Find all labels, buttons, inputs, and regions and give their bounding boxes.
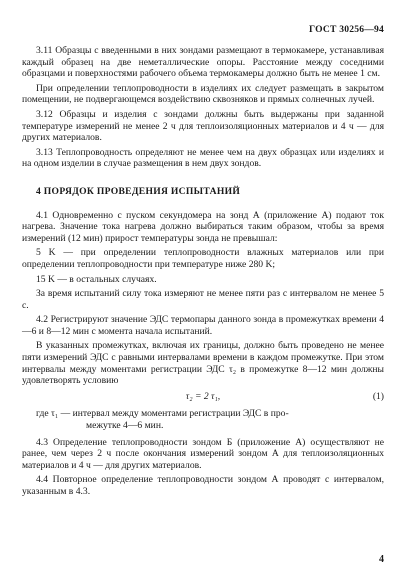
formula-explanation-line1: где τ₁ — интервал между моментами регистрации ЭДС в про- <box>36 408 289 420</box>
paragraph-4-1-item-a: 5 K — при определении теплопроводности влажных материалов или при определении теплопроводности при температуре ниже 280 K; <box>22 247 384 270</box>
paragraph-4-4: 4.4 Повторное определение теплопроводности зондом А проводят с интервалом, указанным в 4.3. <box>22 474 384 497</box>
paragraph-3-13: 3.13 Теплопроводность определяют не менее чем на двух образцах или изделиях и на одном изделии в случае размещения в нем двух зондов. <box>22 146 384 170</box>
paragraph-4-2: 4.2 Регистрируют значение ЭДС термопары данного зонда в промежутках времени 4—6 и 8—12 мин с момента начала испытаний. <box>22 314 384 337</box>
paragraph-4-1-item-b: 15 K — в остальных случаях. <box>36 273 157 285</box>
document-header: ГОСТ 30256—94 <box>309 24 384 35</box>
page-number: 4 <box>379 554 384 566</box>
formula-1 <box>22 391 384 403</box>
paragraph-3-12: 3.12 Образцы и изделия с зондами должны быть выдержаны при заданной температуре измерений не менее 2 ч для теплоизоляционных материалов и 4 ч — для других материалов. <box>22 108 384 144</box>
formula-number: (1) <box>372 390 384 402</box>
section-heading: 4 ПОРЯДОК ПРОВЕДЕНИЯ ИСПЫТАНИЙ <box>36 185 241 197</box>
formula-explanation <box>22 408 384 431</box>
formula-expression: τ₂ = 2 τ₁, <box>185 390 221 402</box>
paragraph-3-11-placement: При определении теплопроводности в изделиях их следует размещать в закрытом помещении, не подвергающемся воздействию сквозняков и прямых солнечных лучей. <box>22 82 384 106</box>
paragraph-3-11: 3.11 Образцы с введенными в них зондами размещают в термокамере, устанавливая каждый образец на две неметаллические опоры. Расстояние между соседними образцами и поверхностями рабочего объема термокамеры должно быть не менее 1 см. <box>22 45 384 80</box>
paragraph-4-2-condition: В указанных промежутках, включая их границы, должно быть проведено не менее пяти измерений ЭДС с равными интервалами времени в каждом промежутке. При этом интервалы между моментами регистрации ЭДС τ₂ в промежутке 8—12 мин должны удовлетворять условию <box>22 340 384 387</box>
formula-explanation-line2: межутке 4—6 мин. <box>86 420 164 432</box>
paragraph-4-1-interval: За время испытаний силу тока измеряют не менее пяти раз с интервалом не менее 5 с. <box>22 288 384 311</box>
paragraph-4-3: 4.3 Определение теплопроводности зондом Б (приложение А) осуществляют не ранее, чем через 2 ч после окончания измерений зондом А для теплоизоляционных материалов и 4 ч — для других материалов. <box>22 436 384 471</box>
document-body <box>22 45 384 501</box>
paragraph-4-1: 4.1 Одновременно с пуском секундомера на зонд А (приложение А) подают ток нагрева. Значение тока нагрева должно выбираться таким образом, чтобы за время измерений (12 мин) прирост температуры зонда не превышал: <box>22 209 384 244</box>
